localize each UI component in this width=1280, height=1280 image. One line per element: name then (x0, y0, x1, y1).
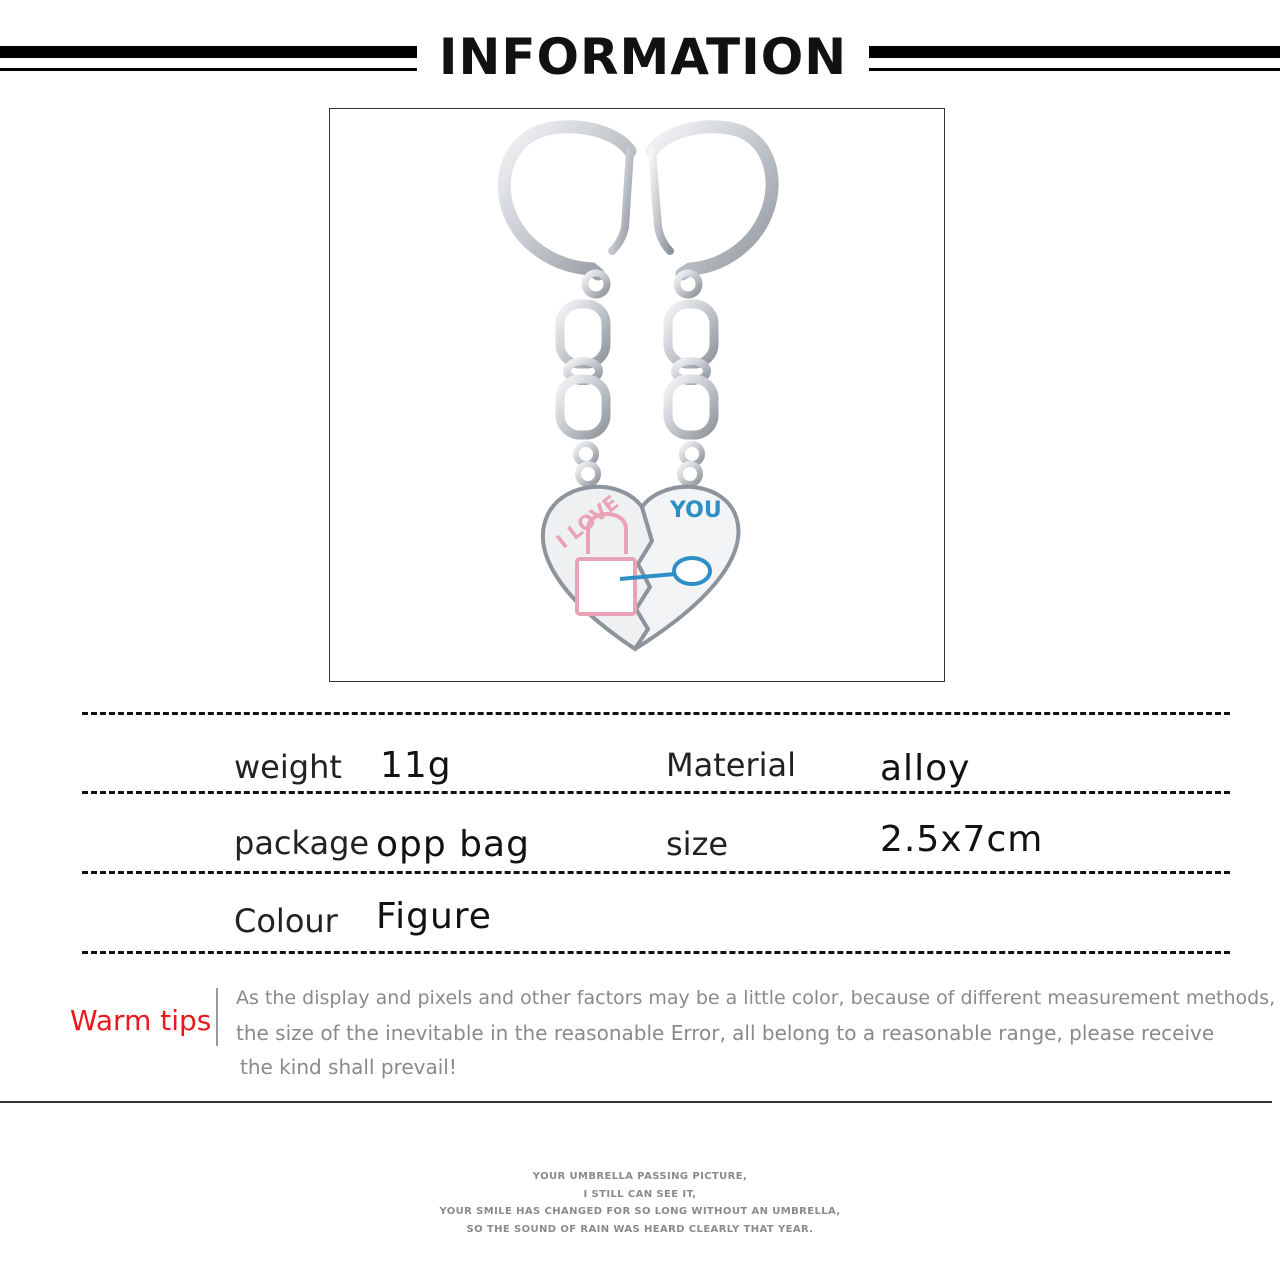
left-keyring (504, 127, 630, 484)
footer-poem-line: YOUR UMBRELLA PASSING PICTURE, (532, 1171, 748, 1182)
page-title: INFORMATION (438, 28, 848, 86)
heart-lock-keychain-icon (330, 109, 943, 680)
weight-value: 11g (380, 745, 452, 786)
material-value: alloy (880, 748, 971, 789)
header-bar-left-thin (0, 68, 417, 71)
colour-value: Figure (376, 896, 492, 937)
divider-dashed (82, 712, 1230, 715)
size-value: 2.5x7cm (880, 819, 1044, 860)
footer-poem-line: YOUR SMILE HAS CHANGED FOR SO LONG WITHOUT AN UMBRELLA, (439, 1206, 841, 1217)
warm-tips-label: Warm tips (70, 1004, 212, 1037)
warm-tip-line: the kind shall prevail! (240, 1055, 457, 1079)
material-label: Material (666, 746, 796, 784)
package-value: opp bag (376, 824, 530, 865)
divider-dashed (82, 871, 1230, 874)
section-rule (0, 1101, 1272, 1103)
header-bar-right-thick (869, 46, 1280, 58)
header-bar-right-thin (869, 68, 1280, 71)
divider-dashed (82, 951, 1230, 954)
footer-poem-line: I STILL CAN SEE IT, (583, 1189, 697, 1200)
heart-text-right: YOU (670, 498, 722, 523)
divider-dashed (82, 791, 1230, 794)
size-label: size (666, 825, 729, 863)
header-bar-left-thick (0, 46, 417, 58)
warm-tip-line: the size of the inevitable in the reasonable Error, all belong to a reasonable range, please receive (236, 1021, 1215, 1045)
right-keyring (652, 127, 772, 484)
heart-text-left: I LOVE (551, 490, 624, 554)
package-label: package (234, 824, 370, 862)
weight-label: weight (234, 748, 342, 786)
warm-tip-line: As the display and pixels and other factors may be a little color, because of different measurement methods, (236, 987, 1276, 1009)
warm-tips-divider (216, 988, 218, 1046)
product-photo (329, 108, 945, 682)
footer-poem-line: SO THE SOUND OF RAIN WAS HEARD CLEARLY THAT YEAR. (466, 1224, 814, 1235)
colour-label: Colour (234, 902, 338, 940)
